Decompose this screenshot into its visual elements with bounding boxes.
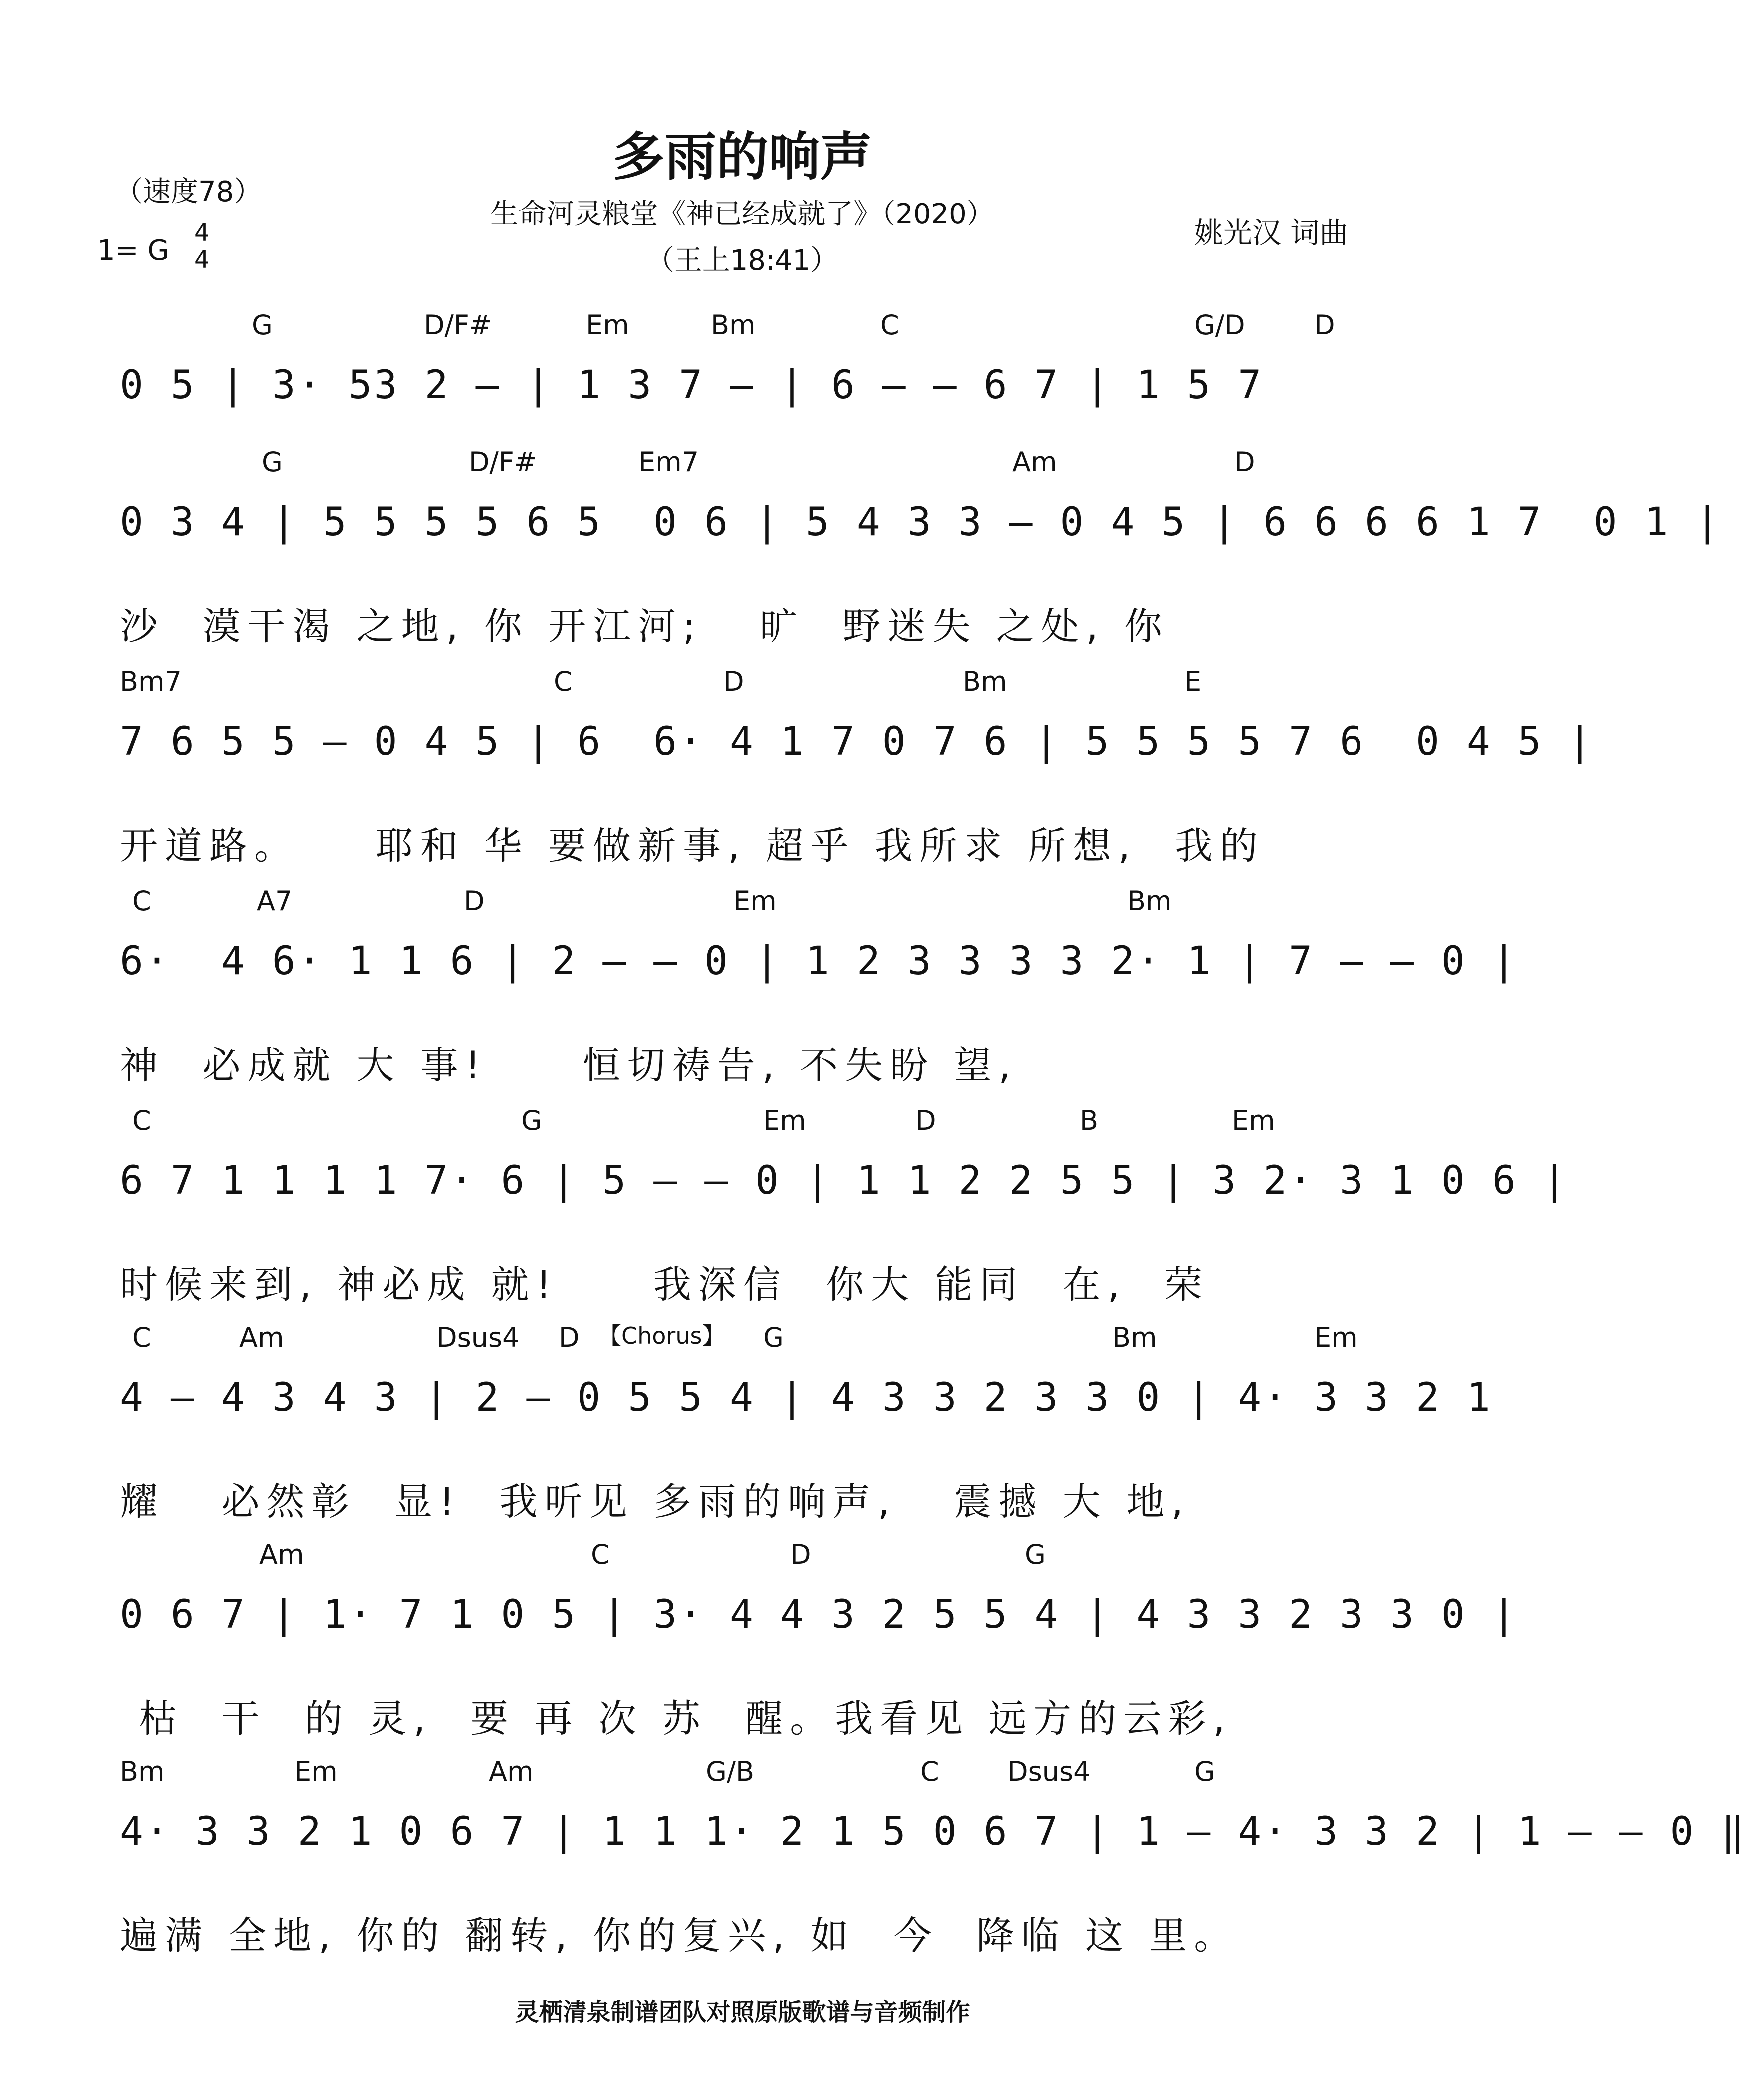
note-row [120, 1152, 1568, 1212]
chord-row [120, 1539, 1381, 1579]
chord: G [763, 1322, 784, 1353]
key-signature: 1= G [97, 234, 169, 267]
chord: Em [1232, 1105, 1275, 1136]
footer-credit: 灵栖清泉制谱团队对照原版歌谱与音频制作 [515, 1998, 970, 2026]
note-row [120, 933, 1518, 993]
score-line-8 [120, 1756, 1746, 1958]
note-row [120, 357, 1381, 417]
chord: C [880, 309, 899, 341]
note-row [120, 1369, 1492, 1429]
chord: C [554, 666, 573, 697]
lyrics-row: 开道路。 耶和 华 要做新事, 超乎 我所求 所想, 我的 [120, 824, 1265, 868]
jianpu-notes: 7 6 5 5 – 0 4 5 | 6 6· 4 1 7 0 7 6 | 5 5 5 5 7 6 0 4 5 | [120, 719, 1594, 764]
chord: Am [489, 1756, 534, 1787]
jianpu-notes: 0 3 4 | 5 5 5 5 6 5 0 6 | 5 4 3 3 – 0 4 5 | 6 6 6 6 1 7 0 1 | [120, 500, 1721, 545]
chord: G/D [1194, 309, 1245, 341]
chord: Em [733, 885, 776, 917]
lyrics-row: 遍满 全地, 你的 翻转, 你的复兴, 如 今 降临 这 里。 [120, 1913, 1239, 1958]
chord: E [1184, 666, 1202, 697]
lyrics-row: 耀 必然彰 显! 我听见 多雨的响声, 震撼 大 地, [120, 1479, 1190, 1524]
chord: G [1194, 1756, 1215, 1787]
chord: D/F# [469, 446, 537, 478]
song-subtitle: 生命河灵粮堂《神已经成就了》（2020） [490, 198, 994, 230]
chord: Dsus4 [1007, 1756, 1091, 1787]
song-title: 多雨的响声 [612, 126, 872, 187]
score-line-5 [120, 1105, 1568, 1307]
chord: Am [239, 1322, 284, 1353]
jianpu-notes: 4 – 4 3 4 3 | 2 – 0 5 5 4 | 4 3 3 2 3 3 0 | 4· 3 3 2 1 [120, 1375, 1492, 1420]
chord: G [262, 446, 283, 478]
chord: A7 [257, 885, 293, 917]
jianpu-notes: 0 5 | 3· 53 2 – | 1 3 7 – | 6 – – 6 7 | 1 5 7 [120, 363, 1264, 408]
score-line-3 [120, 666, 1594, 868]
chord: D [915, 1105, 936, 1136]
note-row [120, 1803, 1746, 1863]
chord-row [120, 1105, 1381, 1145]
score-line-7 [120, 1539, 1518, 1741]
chord: D [1314, 309, 1335, 341]
time-top: 4 [194, 219, 210, 247]
time-signature [194, 219, 210, 273]
chord: Dsus4 [436, 1322, 520, 1353]
jianpu-notes: 6 7 1 1 1 1 7· 6 | 5 – – 0 | 1 1 2 2 5 5 | 3 2· 3 1 0 6 | [120, 1158, 1568, 1203]
score-line-1 [120, 309, 1381, 439]
score-line-4 [120, 885, 1518, 1087]
chord-row [120, 666, 1381, 706]
jianpu-notes: 0 6 7 | 1· 7 1 0 5 | 3· 4 4 3 2 5 5 4 | 4 3 3 2 3 3 0 | [120, 1592, 1518, 1637]
lyrics-row: 枯 干 的 灵, 要 再 次 苏 醒。我看见 远方的云彩, [120, 1696, 1232, 1741]
lyrics-row: 沙 漠干渴 之地, 你 开江河; 旷 野迷失 之处, 你 [120, 604, 1169, 648]
chord: B [1080, 1105, 1099, 1136]
chord-row [120, 446, 1381, 486]
note-row [120, 494, 1721, 554]
chorus-label: 【Chorus】 [598, 1322, 725, 1349]
chord: Bm [711, 309, 756, 341]
chord: Am [259, 1539, 304, 1570]
chord: G [1025, 1539, 1046, 1570]
chord: Am [1012, 446, 1057, 478]
chord-row [120, 1756, 1381, 1796]
lyrics-row: 时候来到, 神必成 就! 我深信 你大 能同 在, 荣 [120, 1262, 1209, 1307]
note-row [120, 713, 1594, 773]
note-row [120, 1586, 1518, 1646]
chord: Em [763, 1105, 806, 1136]
chord: D/F# [424, 309, 492, 341]
chord: C [920, 1756, 939, 1787]
chord: Bm [1112, 1322, 1157, 1353]
lyrics-row: 神 必成就 大 事! 恒切祷告, 不失盼 望, [120, 1043, 1018, 1087]
tempo-label: （速度78） [115, 176, 262, 208]
composer-credit: 姚光汉 词曲 [1194, 216, 1349, 250]
chord: G [252, 309, 273, 341]
chord: C [132, 1322, 151, 1353]
chord: Em7 [638, 446, 699, 478]
chord: G/B [706, 1756, 755, 1787]
score-line-6 [120, 1322, 1492, 1524]
chord: Em [586, 309, 629, 341]
chord: G [521, 1105, 542, 1136]
chord: D [790, 1539, 811, 1570]
chord: C [132, 885, 151, 917]
scripture-reference: （王上18:41） [646, 244, 839, 277]
jianpu-notes: 6· 4 6· 1 1 6 | 2 – – 0 | 1 2 3 3 3 3 2· 1 | 7 – – 0 | [120, 939, 1518, 984]
chord-row [120, 1322, 1381, 1362]
chord: Bm [120, 1756, 165, 1787]
chord: D [1234, 446, 1255, 478]
chord-row [120, 309, 1381, 349]
chord-row [120, 885, 1381, 925]
chord: C [132, 1105, 151, 1136]
chord: C [591, 1539, 610, 1570]
score-line-2 [120, 446, 1721, 648]
chord: Bm [1127, 885, 1172, 917]
chord: D [464, 885, 485, 917]
chord: D [723, 666, 744, 697]
chord: D [559, 1322, 580, 1353]
jianpu-notes: 4· 3 3 2 1 0 6 7 | 1 1 1· 2 1 5 0 6 7 | 1 – 4· 3 3 2 | 1 – – 0 ‖ [120, 1809, 1746, 1854]
chord: Em [294, 1756, 338, 1787]
chord: Em [1314, 1322, 1358, 1353]
chord: Bm [963, 666, 1007, 697]
time-bottom: 4 [194, 246, 210, 274]
chord: Bm7 [120, 666, 182, 697]
